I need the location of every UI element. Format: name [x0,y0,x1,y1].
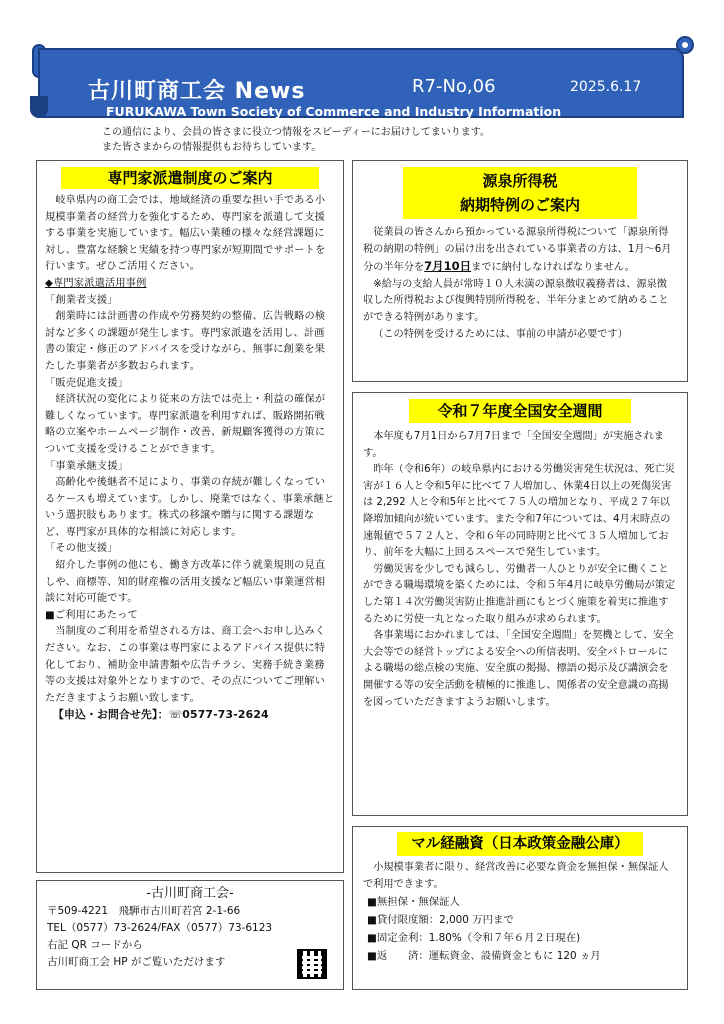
usage-text: 当制度のご利用を希望される方は、商工会へお申し込みください。なお、この事業は専門家によるアドバイス提供に特化しており、補助金申請書類や広告チラシ、実務手続き業務等の支援は対象外となりますので、その点についてご理解いただきますようお願い致します。 [45,626,326,704]
loan-item: ■返 済：運転資金、設備資金ともに 120 ヵ月 [367,950,601,963]
loan-heading: マル経融資（日本政策金融公庫） [397,832,643,856]
usage-heading: ■ご利用にあたって [45,609,138,621]
issue-date: 2025.6.17 [570,79,642,95]
loan-item: ■無担保・無保証人 [367,896,460,909]
case3-title: 「事業承継支援」 [45,460,129,472]
safety-text-2: 昨年（令和6年）の岐阜県内における労働災害発生状況は、死亡災害が１６人と令和5年に比べて７人増加し、休業4日以上の死傷災害は 2,292 人と令和5年と比べて７５人の増加となり、平成２７年以降増加傾向が続いています。また令和7年については、4月末時点の速報値で５７２人と、令和６年の同時期と比べて３５人増加しており、前年を大幅に上回るスペースで発生しています。 [363,464,676,559]
safety-text-3: 労働災害を少しでも減らし、労働者一人ひとりが安全に働くことができる職場環境を築くためには、令和５年4月に岐阜労働局が策定した第１４次労働災害防止推進計画にもとづく施策を着実に推進するために労使一丸となった取り組みが求められます。 [363,563,676,625]
intro-line-1: この通信により、会員の皆さまに役立つ情報をスピーディーにお届けしてまいります。 [102,127,490,138]
contact-line: 【申込・お問合せ先】：☏0577-73-2624 [53,708,269,722]
case1-title: 「創業者支援」 [45,294,118,306]
issue-number: R7-No,06 [412,76,496,97]
office-address: 〒509-4221 飛騨市古川町若宮 2-1-66 [47,905,241,917]
intro-text [102,125,490,155]
expert-intro: 岐阜県内の商工会では、地域経済の重要な担い手である小規模事業者の経営力を強化するため、専門家を派遣して支援する事業を実施しています。幅広い業種の様々な経営課題に対し、豊富な経験と実績を持つ専門家が短期間でサポートを行います。ぜひご活用ください。 [45,195,326,273]
example-heading: ◆専門家派遣活用事例 [45,277,147,289]
expert-heading: 専門家派遣制度のご案内 [61,167,319,189]
tax-text-part-1: 従業員の皆さんから預かっている源泉所得税について「源泉所得税の納期の特例」の届け出を出されている事業者の方は、1月～6月分の半年分を [363,227,672,274]
safety-heading: 令和７年度全国安全週間 [409,399,631,423]
safety-week-box [352,392,688,816]
tax-text-part-2: までに納付しなければなりません。 [471,262,635,274]
banner-body [38,48,684,118]
expert-dispatch-box [36,160,344,873]
loan-intro: 小規模事業者に限り、経営改善に必要な資金を無担保・無保証人で利用できます。 [363,862,669,890]
newsletter-subtitle: FURUKAWA Town Society of Commerce and Industry Information [106,104,562,119]
tax-heading [403,167,637,219]
tax-special-box [352,160,688,382]
case1-text: 創業時には計画書の作成や労務契約の整備、広告戦略の検討など多くの課題が発生します。専門家派遣を活用し、計画書の策定・修正のアドバイスを受けながら、無事に創業を果たした事業者が多数おられます。 [45,311,326,372]
loan-item: ■貸付限度額：2,000 万円まで [367,914,514,927]
office-name: -古川町商工会- [146,886,234,901]
tax-deadline: 7月10日 [424,259,472,274]
tax-prerequisite: （この特例を受けるためには、事前の申請が必要です） [373,328,628,340]
qr-note-1: 右記 QR コードから [47,939,143,951]
newsletter-title: 古川町商工会 News [88,79,306,104]
loan-item: ■固定金利：1.80%（令和７年６月２日現在) [367,932,581,945]
case4-title: 「その他支援」 [45,543,118,555]
scroll-curl-right [676,36,694,54]
safety-text-4: 各事業場におかれましては、「全国安全週間」を契機として、安全大会等での経営トップによる安全への所信表明、安全パトロールによる職場の総点検の実施、安全旗の掲揚、標語の掲示及び講演会を開催する等の安全活動を積極的に推進し、関係者の安全意識の高揚を図っていただきますようお願いします。 [363,630,674,708]
intro-line-2: また皆さまからの情報提供もお待ちしています。 [102,142,322,153]
marukei-loan-box [352,826,688,990]
tax-heading-line-1: 源泉所得税 [482,172,558,190]
case4-text: 紹介した事例の他にも、働き方改革に伴う就業規則の見直しや、商標等、知的財産権の活用支援など幅広い事業運営相談に対応可能です。 [45,560,326,605]
office-box [36,880,344,990]
tax-heading-line-2: 納期特例のご案内 [459,196,580,214]
safety-text-1: 本年度も7月1日から7月7日まで「全国安全週間」が実施されます。 [363,431,664,459]
office-phone: TEL（0577）73-2624/FAX（0577）73-6123 [47,922,273,934]
qr-note-2: 古川町商工会 HP がご覧いただけます [47,956,226,968]
case3-text: 高齢化や後継者不足により、事業の存続が難しくなっているケースも増えています。しかし、廃業ではなく、事業承継という選択肢もあります。株式の移譲や贈与に関する課題など、専門家が具体的な相談に対応します。 [45,477,335,538]
tax-note: ※給与の支給人員が常時１０人未満の源泉徴収義務者は、源泉徴収した所得税および復興特別所得税を、半年分まとめて納めることができる特例があります。 [363,278,669,323]
case2-title: 「販売促進支援」 [45,377,129,389]
qr-code-icon[interactable] [297,949,327,979]
tax-text [363,225,677,277]
scroll-curl-bottom [30,96,48,118]
header-banner [34,38,688,118]
case2-text: 経済状況の変化により従来の方法では売上・利益の確保が難しくなっています。専門家派遣を利用すれば、販路開拓戦略の立案やホームページ制作・改善、新規顧客獲得の方策について支援を受けることができます。 [45,394,326,455]
